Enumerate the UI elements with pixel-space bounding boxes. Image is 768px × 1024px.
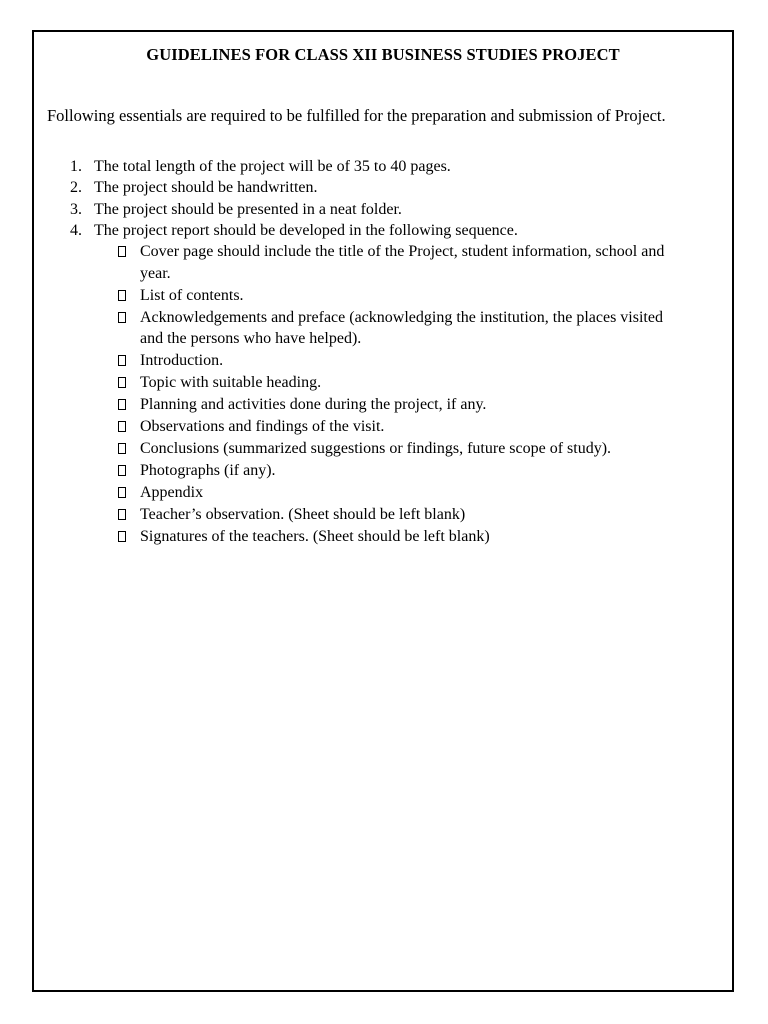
checkbox-bullet-icon (118, 355, 126, 366)
list-item-text: Signatures of the teachers. (Sheet should be left blank) (140, 528, 490, 545)
document-page (32, 30, 734, 992)
checkbox-bullet-icon (118, 246, 126, 257)
list-item-text: Teacher’s observation. (Sheet should be left blank) (140, 506, 466, 523)
checkbox-bullet-icon (118, 399, 126, 410)
numbered-item (47, 156, 727, 177)
list-item-text: Conclusions (summarized suggestions or findings, future scope of study). (140, 440, 612, 457)
list-item (94, 526, 674, 548)
list-item-text: Cover page should include the title of the Project, student information, school and year. (140, 243, 665, 282)
intro-paragraph: Following essentials are required to be fulfilled for the preparation and submission of Project. (47, 106, 666, 125)
checkbox-bullet-icon (118, 487, 126, 498)
numbered-item-text: The total length of the project will be of 35 to 40 pages. (94, 158, 451, 175)
list-item-text: Appendix (140, 484, 204, 501)
list-item-text: Photographs (if any). (140, 462, 276, 479)
numbered-item-text: The project report should be developed in the following sequence. (94, 221, 518, 239)
list-item (94, 460, 674, 482)
list-item (94, 438, 674, 460)
checkbox-bullet-icon (118, 377, 126, 388)
list-item-text: Observations and findings of the visit. (140, 418, 385, 435)
checkbox-bullet-icon (118, 312, 126, 323)
numbered-item-text: The project should be presented in a neat folder. (94, 200, 402, 218)
numbered-item (47, 177, 727, 198)
list-item-text: Topic with suitable heading. (140, 374, 322, 391)
list-item (94, 285, 674, 307)
list-number: 3. (70, 200, 82, 218)
checkbox-bullet-icon (118, 531, 126, 542)
list-item-text: Introduction. (140, 352, 224, 369)
list-item (94, 504, 674, 526)
document-title: GUIDELINES FOR CLASS XII BUSINESS STUDIES PROJECT (146, 45, 620, 64)
checkbox-bullet-icon (118, 443, 126, 454)
checkbox-bullet-icon (118, 509, 126, 520)
list-item (94, 394, 674, 416)
numbered-list (47, 156, 727, 241)
list-number: 2. (70, 179, 82, 197)
list-item-text: Acknowledgements and preface (acknowledging the institution, the places visited and the persons who have helped). (140, 308, 663, 347)
list-item (94, 307, 674, 350)
list-number: 1. (70, 158, 82, 175)
list-item (94, 372, 674, 394)
list-number: 4. (70, 221, 82, 239)
list-item (94, 482, 674, 504)
sequence-list (94, 241, 674, 548)
numbered-item (47, 199, 727, 220)
checkbox-bullet-icon (118, 465, 126, 476)
list-item (94, 350, 674, 372)
list-item (94, 416, 674, 438)
numbered-item (47, 220, 727, 241)
numbered-item-text: The project should be handwritten. (94, 179, 318, 197)
list-item (94, 241, 674, 284)
checkbox-bullet-icon (118, 290, 126, 301)
checkbox-bullet-icon (118, 421, 126, 432)
list-item-text: Planning and activities done during the project, if any. (140, 396, 487, 413)
list-item-text: List of contents. (140, 286, 244, 304)
